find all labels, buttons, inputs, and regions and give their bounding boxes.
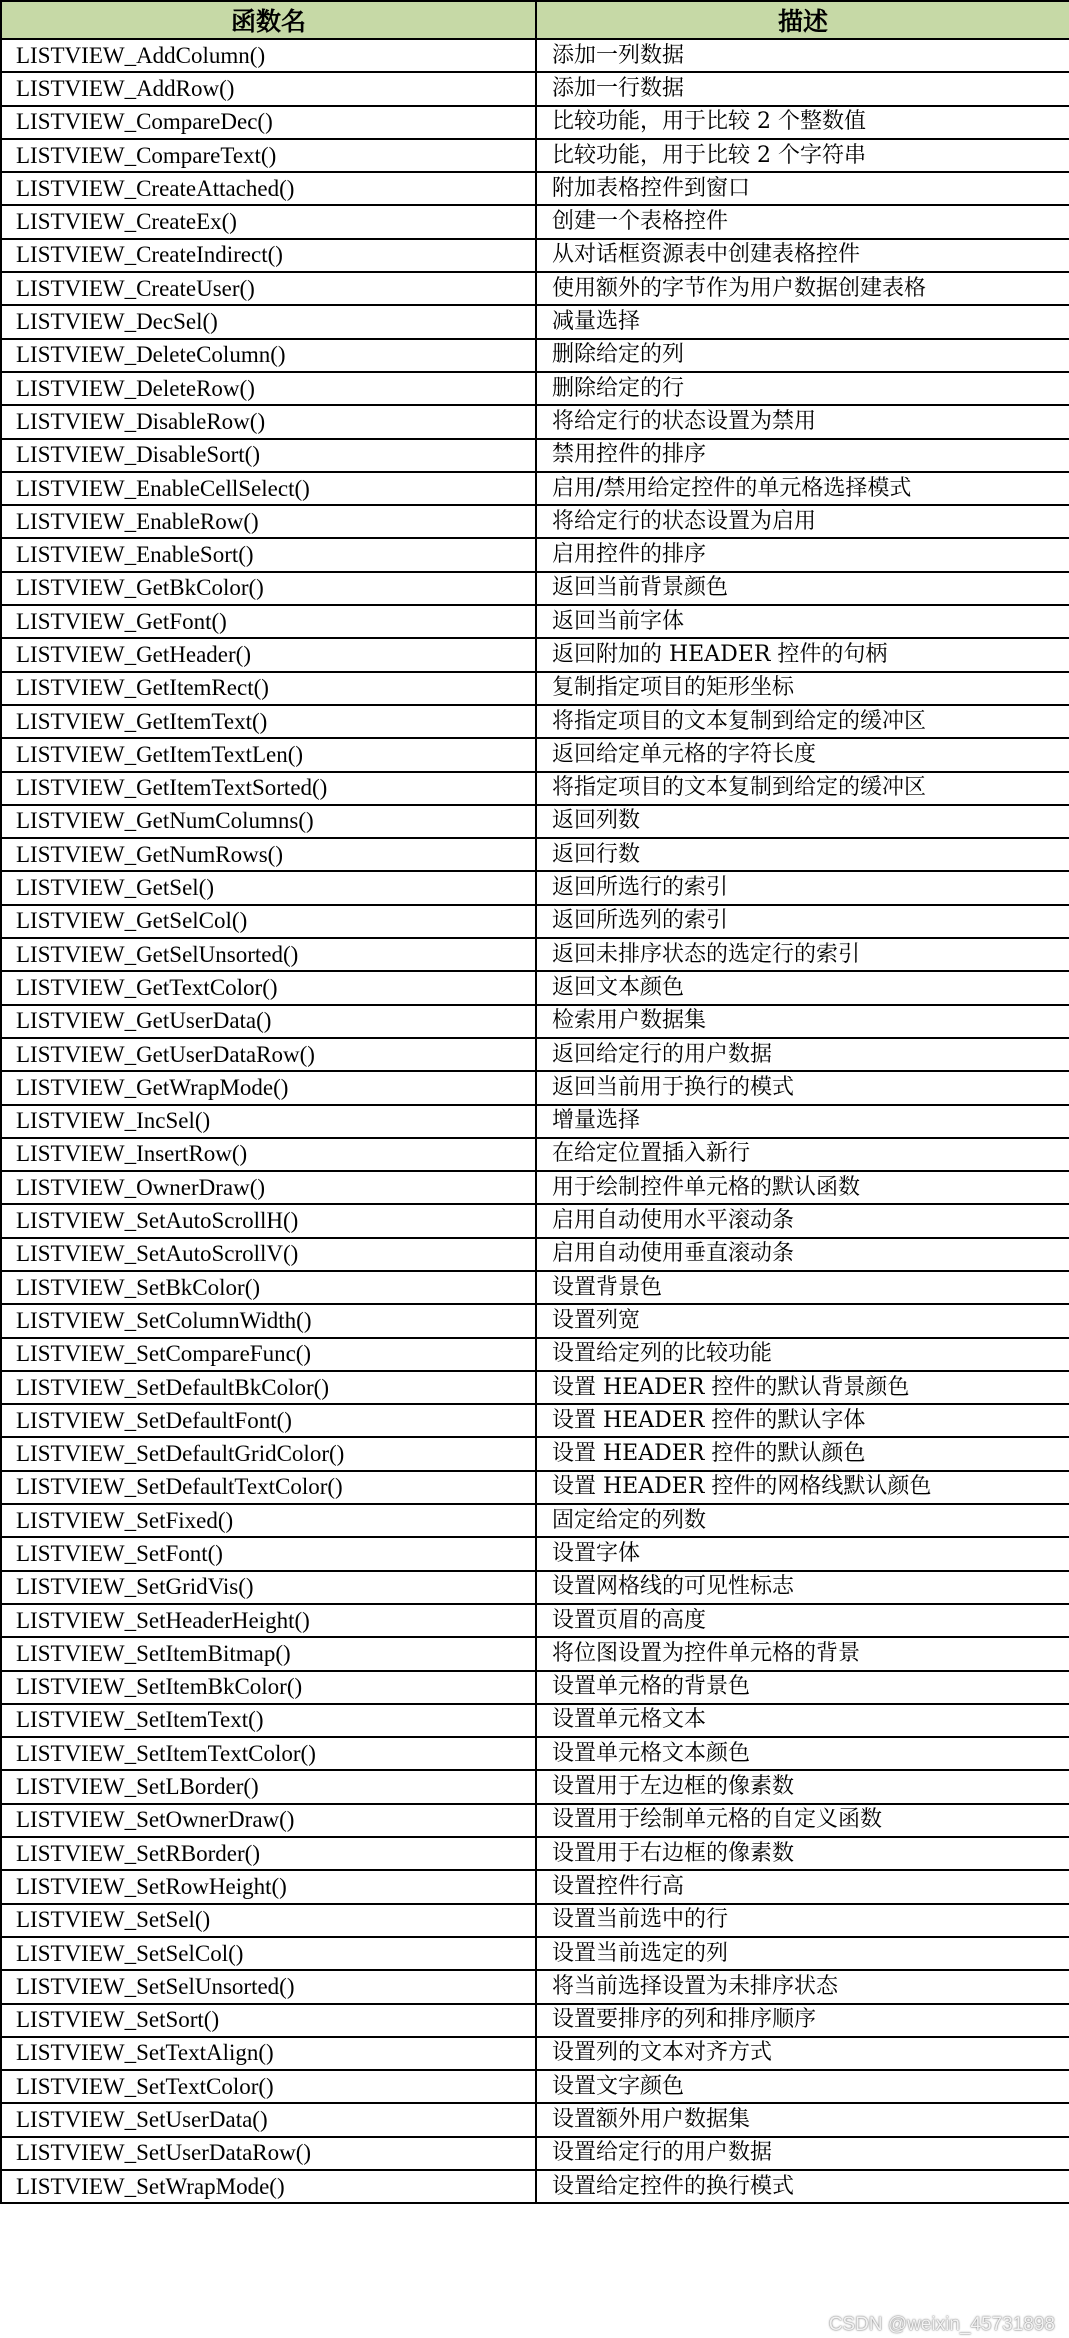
table-row [1, 39, 1069, 72]
function-name-cell: LISTVIEW_GetSel() [1, 871, 536, 904]
table-row [1, 1038, 1069, 1071]
description-cell: 设置用于右边框的像素数 [536, 1837, 1069, 1870]
function-name-cell: LISTVIEW_DeleteColumn() [1, 339, 536, 372]
description-cell: 在给定位置插入新行 [536, 1138, 1069, 1171]
description-cell: 比较功能，用于比较 2 个整数值 [536, 106, 1069, 139]
header-function-name: 函数名 [1, 1, 536, 39]
description-cell: 设置 HEADER 控件的默认颜色 [536, 1437, 1069, 1470]
table-row [1, 605, 1069, 638]
description-cell: 添加一列数据 [536, 39, 1069, 72]
function-name-cell: LISTVIEW_OwnerDraw() [1, 1171, 536, 1204]
function-name-cell: LISTVIEW_SetFont() [1, 1537, 536, 1570]
header-row [1, 1, 1069, 39]
table-row [1, 1171, 1069, 1204]
function-name-cell: LISTVIEW_SetSel() [1, 1904, 536, 1937]
table-row [1, 1770, 1069, 1803]
function-name-cell: LISTVIEW_SetBkColor() [1, 1271, 536, 1304]
description-cell: 返回行数 [536, 838, 1069, 871]
description-cell: 使用额外的字节作为用户数据创建表格 [536, 272, 1069, 305]
table-row [1, 405, 1069, 438]
description-cell: 添加一行数据 [536, 72, 1069, 105]
function-name-cell: LISTVIEW_GetBkColor() [1, 572, 536, 605]
table-row [1, 772, 1069, 805]
table-row [1, 838, 1069, 871]
function-name-cell: LISTVIEW_SetTextColor() [1, 2070, 536, 2103]
function-name-cell: LISTVIEW_SetSort() [1, 2004, 536, 2037]
function-name-cell: LISTVIEW_CreateAttached() [1, 172, 536, 205]
description-cell: 将指定项目的文本复制到给定的缓冲区 [536, 705, 1069, 738]
table-row [1, 1637, 1069, 1670]
function-name-cell: LISTVIEW_GetUserDataRow() [1, 1038, 536, 1071]
function-name-cell: LISTVIEW_SetItemBitmap() [1, 1637, 536, 1670]
description-cell: 设置列的文本对齐方式 [536, 2037, 1069, 2070]
table-header [1, 1, 1069, 39]
function-name-cell: LISTVIEW_CreateIndirect() [1, 239, 536, 272]
table-row [1, 1304, 1069, 1337]
function-name-cell: LISTVIEW_SetTextAlign() [1, 2037, 536, 2070]
description-cell: 设置单元格文本 [536, 1704, 1069, 1737]
function-name-cell: LISTVIEW_SetDefaultFont() [1, 1404, 536, 1437]
description-cell: 检索用户数据集 [536, 1005, 1069, 1038]
table-row [1, 1105, 1069, 1138]
function-name-cell: LISTVIEW_SetItemBkColor() [1, 1671, 536, 1704]
table-row [1, 971, 1069, 1004]
description-cell: 返回所选列的索引 [536, 905, 1069, 938]
description-cell: 删除给定的行 [536, 372, 1069, 405]
description-cell: 返回给定单元格的字符长度 [536, 738, 1069, 771]
function-name-cell: LISTVIEW_SetColumnWidth() [1, 1304, 536, 1337]
table-row [1, 905, 1069, 938]
table-row [1, 871, 1069, 904]
table-row [1, 2137, 1069, 2170]
function-name-cell: LISTVIEW_GetNumRows() [1, 838, 536, 871]
description-cell: 设置用于左边框的像素数 [536, 1770, 1069, 1803]
function-name-cell: LISTVIEW_GetTextColor() [1, 971, 536, 1004]
function-name-cell: LISTVIEW_SetDefaultTextColor() [1, 1471, 536, 1504]
function-name-cell: LISTVIEW_EnableRow() [1, 505, 536, 538]
table-row [1, 1005, 1069, 1038]
function-name-cell: LISTVIEW_SetOwnerDraw() [1, 1804, 536, 1837]
function-name-cell: LISTVIEW_GetSelCol() [1, 905, 536, 938]
description-cell: 设置 HEADER 控件的默认字体 [536, 1404, 1069, 1437]
description-cell: 设置单元格文本颜色 [536, 1737, 1069, 1770]
description-cell: 返回列数 [536, 805, 1069, 838]
function-name-cell: LISTVIEW_SetAutoScrollV() [1, 1238, 536, 1271]
function-name-cell: LISTVIEW_GetItemText() [1, 705, 536, 738]
table-row [1, 1704, 1069, 1737]
description-cell: 返回所选行的索引 [536, 871, 1069, 904]
description-cell: 将给定行的状态设置为禁用 [536, 405, 1069, 438]
description-cell: 设置当前选定的列 [536, 1937, 1069, 1970]
description-cell: 设置 HEADER 控件的网格线默认颜色 [536, 1471, 1069, 1504]
description-cell: 将给定行的状态设置为启用 [536, 505, 1069, 538]
description-cell: 设置要排序的列和排序顺序 [536, 2004, 1069, 2037]
table-row [1, 805, 1069, 838]
table-row [1, 1271, 1069, 1304]
function-name-cell: LISTVIEW_SetRowHeight() [1, 1870, 536, 1903]
table-row [1, 1238, 1069, 1271]
function-name-cell: LISTVIEW_SetSelCol() [1, 1937, 536, 1970]
function-name-cell: LISTVIEW_CreateEx() [1, 205, 536, 238]
table-row [1, 72, 1069, 105]
table-body [1, 39, 1069, 2203]
function-name-cell: LISTVIEW_GetItemTextSorted() [1, 772, 536, 805]
description-cell: 从对话框资源表中创建表格控件 [536, 239, 1069, 272]
table-row [1, 1904, 1069, 1937]
table-row [1, 1870, 1069, 1903]
description-cell: 返回给定行的用户数据 [536, 1038, 1069, 1071]
description-cell: 返回文本颜色 [536, 971, 1069, 1004]
table-row [1, 1571, 1069, 1604]
description-cell: 启用自动使用水平滚动条 [536, 1204, 1069, 1237]
description-cell: 设置额外用户数据集 [536, 2103, 1069, 2136]
table-row [1, 2103, 1069, 2136]
table-row [1, 2070, 1069, 2103]
description-cell: 设置用于绘制单元格的自定义函数 [536, 1804, 1069, 1837]
table-row [1, 1970, 1069, 2003]
function-name-cell: LISTVIEW_SetRBorder() [1, 1837, 536, 1870]
function-name-cell: LISTVIEW_DisableSort() [1, 439, 536, 472]
function-name-cell: LISTVIEW_EnableCellSelect() [1, 472, 536, 505]
table-row [1, 1837, 1069, 1870]
description-cell: 返回当前用于换行的模式 [536, 1071, 1069, 1104]
description-cell: 返回未排序状态的选定行的索引 [536, 938, 1069, 971]
function-name-cell: LISTVIEW_SetItemText() [1, 1704, 536, 1737]
table-row [1, 1504, 1069, 1537]
function-name-cell: LISTVIEW_SetHeaderHeight() [1, 1604, 536, 1637]
table-row [1, 1537, 1069, 1570]
description-cell: 返回附加的 HEADER 控件的句柄 [536, 638, 1069, 671]
description-cell: 增量选择 [536, 1105, 1069, 1138]
function-name-cell: LISTVIEW_GetUserData() [1, 1005, 536, 1038]
function-name-cell: LISTVIEW_SetCompareFunc() [1, 1338, 536, 1371]
description-cell: 启用自动使用垂直滚动条 [536, 1238, 1069, 1271]
table-row [1, 1671, 1069, 1704]
function-name-cell: LISTVIEW_SetWrapMode() [1, 2170, 536, 2203]
description-cell: 禁用控件的排序 [536, 439, 1069, 472]
description-cell: 设置给定列的比较功能 [536, 1338, 1069, 1371]
function-name-cell: LISTVIEW_InsertRow() [1, 1138, 536, 1171]
function-name-cell: LISTVIEW_CompareDec() [1, 106, 536, 139]
function-name-cell: LISTVIEW_GetItemTextLen() [1, 738, 536, 771]
function-name-cell: LISTVIEW_GetHeader() [1, 638, 536, 671]
table-row [1, 239, 1069, 272]
description-cell: 返回当前背景颜色 [536, 572, 1069, 605]
table-row [1, 472, 1069, 505]
table-row [1, 372, 1069, 405]
table-row [1, 505, 1069, 538]
description-cell: 设置网格线的可见性标志 [536, 1571, 1069, 1604]
function-name-cell: LISTVIEW_EnableSort() [1, 538, 536, 571]
description-cell: 设置列宽 [536, 1304, 1069, 1337]
description-cell: 减量选择 [536, 305, 1069, 338]
function-name-cell: LISTVIEW_AddRow() [1, 72, 536, 105]
table-row [1, 106, 1069, 139]
description-cell: 设置文字颜色 [536, 2070, 1069, 2103]
function-name-cell: LISTVIEW_SetFixed() [1, 1504, 536, 1537]
description-cell: 创建一个表格控件 [536, 205, 1069, 238]
function-name-cell: LISTVIEW_SetGridVis() [1, 1571, 536, 1604]
table-row [1, 705, 1069, 738]
description-cell: 删除给定的列 [536, 339, 1069, 372]
header-description: 描述 [536, 1, 1069, 39]
description-cell: 固定给定的列数 [536, 1504, 1069, 1537]
table-row [1, 1737, 1069, 1770]
table-row [1, 305, 1069, 338]
table-row [1, 2170, 1069, 2203]
description-cell: 设置字体 [536, 1537, 1069, 1570]
function-name-cell: LISTVIEW_CreateUser() [1, 272, 536, 305]
table-row [1, 938, 1069, 971]
function-name-cell: LISTVIEW_SetDefaultBkColor() [1, 1371, 536, 1404]
description-cell: 设置 HEADER 控件的默认背景颜色 [536, 1371, 1069, 1404]
function-name-cell: LISTVIEW_DisableRow() [1, 405, 536, 438]
function-name-cell: LISTVIEW_SetUserDataRow() [1, 2137, 536, 2170]
table-row [1, 538, 1069, 571]
table-row [1, 439, 1069, 472]
watermark: CSDN @weixin_45731898 [828, 2314, 1055, 2335]
description-cell: 将当前选择设置为未排序状态 [536, 1970, 1069, 2003]
function-name-cell: LISTVIEW_CompareText() [1, 139, 536, 172]
table-row [1, 1937, 1069, 1970]
function-name-cell: LISTVIEW_SetSelUnsorted() [1, 1970, 536, 2003]
description-cell: 返回当前字体 [536, 605, 1069, 638]
table-row [1, 1404, 1069, 1437]
table-row [1, 1471, 1069, 1504]
table-row [1, 638, 1069, 671]
description-cell: 设置背景色 [536, 1271, 1069, 1304]
table-row [1, 572, 1069, 605]
table-row [1, 2037, 1069, 2070]
function-name-cell: LISTVIEW_GetWrapMode() [1, 1071, 536, 1104]
table-row [1, 139, 1069, 172]
table-row [1, 272, 1069, 305]
description-cell: 将位图设置为控件单元格的背景 [536, 1637, 1069, 1670]
description-cell: 设置给定控件的换行模式 [536, 2170, 1069, 2203]
description-cell: 启用/禁用给定控件的单元格选择模式 [536, 472, 1069, 505]
table-row [1, 1138, 1069, 1171]
function-name-cell: LISTVIEW_DecSel() [1, 305, 536, 338]
table-row [1, 1204, 1069, 1237]
table-row [1, 1371, 1069, 1404]
function-name-cell: LISTVIEW_IncSel() [1, 1105, 536, 1138]
description-cell: 复制指定项目的矩形坐标 [536, 672, 1069, 705]
description-cell: 设置给定行的用户数据 [536, 2137, 1069, 2170]
table-row [1, 172, 1069, 205]
description-cell: 设置单元格的背景色 [536, 1671, 1069, 1704]
table-row [1, 339, 1069, 372]
table-row [1, 2004, 1069, 2037]
description-cell: 用于绘制控件单元格的默认函数 [536, 1171, 1069, 1204]
description-cell: 将指定项目的文本复制到给定的缓冲区 [536, 772, 1069, 805]
table-row [1, 1071, 1069, 1104]
description-cell: 设置页眉的高度 [536, 1604, 1069, 1637]
table-row [1, 1437, 1069, 1470]
table-row [1, 1804, 1069, 1837]
function-name-cell: LISTVIEW_DeleteRow() [1, 372, 536, 405]
function-name-cell: LISTVIEW_AddColumn() [1, 39, 536, 72]
table-row [1, 1338, 1069, 1371]
function-name-cell: LISTVIEW_GetSelUnsorted() [1, 938, 536, 971]
description-cell: 附加表格控件到窗口 [536, 172, 1069, 205]
table-row [1, 1604, 1069, 1637]
function-name-cell: LISTVIEW_GetItemRect() [1, 672, 536, 705]
function-name-cell: LISTVIEW_SetUserData() [1, 2103, 536, 2136]
table-row [1, 738, 1069, 771]
description-cell: 设置控件行高 [536, 1870, 1069, 1903]
table-row [1, 672, 1069, 705]
function-name-cell: LISTVIEW_SetItemTextColor() [1, 1737, 536, 1770]
description-cell: 比较功能，用于比较 2 个字符串 [536, 139, 1069, 172]
function-name-cell: LISTVIEW_SetDefaultGridColor() [1, 1437, 536, 1470]
function-name-cell: LISTVIEW_SetAutoScrollH() [1, 1204, 536, 1237]
description-cell: 设置当前选中的行 [536, 1904, 1069, 1937]
function-name-cell: LISTVIEW_GetNumColumns() [1, 805, 536, 838]
table-row [1, 205, 1069, 238]
description-cell: 启用控件的排序 [536, 538, 1069, 571]
function-name-cell: LISTVIEW_GetFont() [1, 605, 536, 638]
function-name-cell: LISTVIEW_SetLBorder() [1, 1770, 536, 1803]
